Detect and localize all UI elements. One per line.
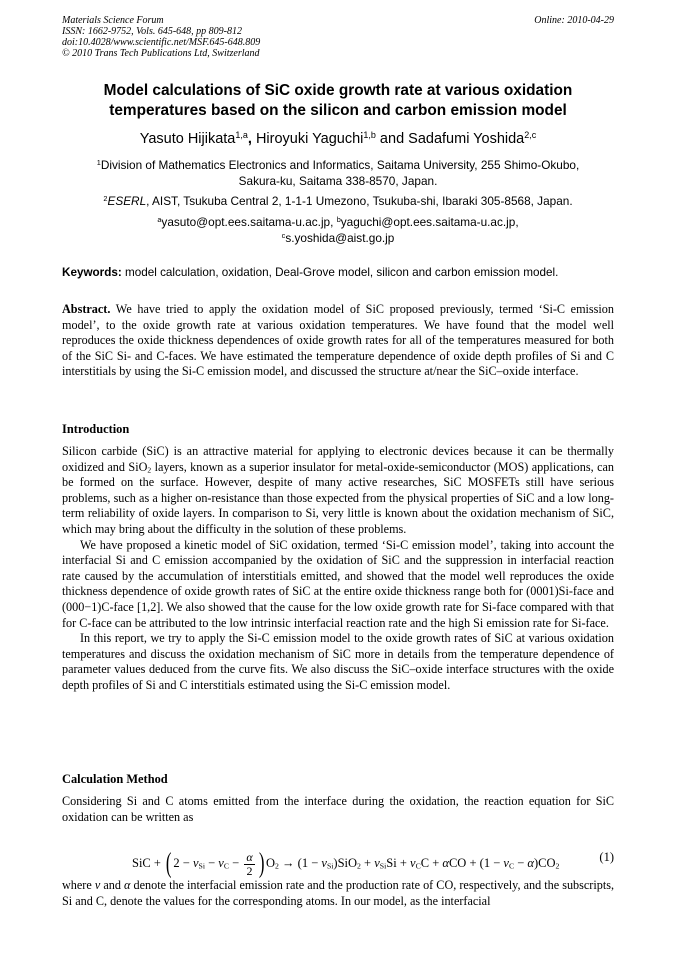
eq-o-sub: 2 — [275, 861, 279, 871]
email-c-link[interactable]: s.yoshida@aist.go.jp — [285, 231, 395, 245]
eq-minus-3: − — [514, 855, 528, 870]
equation-body: SiC + ( $2 - \nu_{Si} - \nu_C$ − $\frac{\alpha}{2}$ ) $O_2 \to (1 - \nu_{Si})SiO_2 + \nu_{Si}Si + \nu_CC + \alpha CO + (1 - \nu_C - \alpha)CO_2$ — [132, 848, 560, 879]
calculation-paragraph-2 — [62, 878, 614, 909]
paper-title — [62, 81, 614, 121]
affiliation-1 — [62, 157, 614, 189]
eq-arrow: → — [278, 855, 298, 870]
eq-co2-sub: 2 — [555, 861, 560, 871]
email-a-mark: a — [157, 214, 162, 224]
eq-nu-si-3: ν — [374, 855, 380, 870]
affiliation-2 — [62, 193, 614, 209]
calculation-paragraph-1: Considering Si and C atoms emitted from the interface during the oxidation, the reaction equation for SiC oxidation can be written as — [62, 794, 614, 824]
email-b-mark: b — [336, 214, 341, 224]
eq-c: C — [420, 855, 430, 870]
equation-number: (1) — [599, 850, 614, 864]
eq-nu-si: ν — [192, 855, 199, 870]
intro-paragraph-3: In this report, we try to apply the Si-C emission model to the oxide growth rates of SiC at various oxidation temperatures and discuss the oxidation mechanism of SiC more in details from the temperature dependence of parameter values deduced from the curve fits. We also discuss the SiC–oxide interface structures with the oxide depth profiles of Si and C interstitials estimated using the Si-C emission model. — [62, 631, 614, 692]
eq-nu-c: ν — [218, 855, 224, 870]
email-a-link[interactable]: yasuto@opt.ees.saitama-u.ac.jp, — [161, 215, 337, 229]
intro-paragraph-1 — [62, 444, 614, 538]
introduction-body — [62, 444, 614, 694]
author-1: Yasuto Hijikata — [139, 131, 236, 147]
eq-sub-c-3: C — [508, 861, 515, 871]
eq-nu-si-2: ν — [321, 855, 327, 870]
abstract-text: We have tried to apply the oxidation model of SiC proposed previously, termed ‘Si-C emission model’, to the oxide growth rate at various oxidation temperatures. We have found that the model well reproduces the oxide thickness dependences of oxide growth rates for all of the temperatures measured for both of the SiC Si- and C-faces. We have estimated the temperature dependence of oxide depth profiles of Si and C interstitials by using the Si-C emission model, and discussed the structure at/near the SiC–oxide interface. — [62, 302, 614, 379]
calc-p2-nu: ν — [94, 878, 101, 892]
introduction-heading: Introduction — [62, 422, 130, 436]
eq-nu-c-2: ν — [410, 855, 416, 870]
affiliation-1-line-2: Sakura-ku, Saitama 338-8570, Japan. — [238, 174, 438, 188]
author-3-affil: 2,c — [524, 130, 537, 141]
eq-one-minus-2: 1 − — [483, 855, 504, 870]
eq-alpha-fraction — [244, 851, 254, 878]
author-3: Sadafumi Yoshida — [408, 131, 525, 147]
eq-two-minus: 2 − — [173, 855, 193, 870]
keywords-text: model calculation, oxidation, Deal-Grove model, silicon and carbon emission model. — [121, 266, 559, 279]
eq-one-minus-1: 1 − — [301, 855, 322, 870]
intro-p1-part-b: layers, known as a superior insulator for metal-oxide-semiconductor (MOS) applications, can be formed on the surface. However, despite of many active researches, SiC MOSFETs still have serious problems, such as a higher on-resistance than those expected from the physical properties of SiC and a low long-term reliability of oxide layers. In comparison to Si, very little is known about the oxidation mechanism of SiC, which may bring about the difficulty in the solution of these problems. — [62, 459, 614, 536]
online-date: Online: 2010-04-29 — [534, 15, 614, 26]
eq-minus-2: − — [229, 855, 243, 870]
calc-p2-c: denote the interfacial emission rate and the production rate of CO, respectively, and the subscripts, Si and C, denote the values for the corresponding atoms. In our model, as the interfacial — [62, 878, 614, 908]
doi: doi:10.4028/www.scientific.net/MSF.645-648.809 — [62, 37, 261, 48]
email-c-mark: c — [281, 230, 286, 240]
calculation-heading: Calculation Method — [62, 772, 168, 786]
email-b-link[interactable]: yaguchi@opt.ees.saitama-u.ac.jp, — [340, 215, 519, 229]
eq-sio: SiO — [337, 855, 358, 870]
eq-co2: CO — [538, 855, 556, 870]
eq-frac-num: α — [246, 849, 253, 864]
affiliation-2-rest: , AIST, Tsukuba Central 2, 1-1-1 Umezono, Tsukuba-shi, Ibaraki 305-8568, Japan. — [146, 194, 573, 208]
eq-frac-den: 2 — [246, 863, 253, 878]
journal-name: Materials Science Forum — [62, 15, 164, 26]
author-separator: , — [247, 131, 256, 147]
author-2: Hiroyuki Yaguchi — [255, 131, 364, 147]
eq-plus-3: + — [429, 855, 443, 870]
affiliation-1-line-1: Division of Mathematics Electronics and Informatics, Saitama University, 255 Shimo-Okubo, — [100, 158, 580, 172]
eq-sic: SiC + — [132, 855, 165, 870]
eq-co: CO — [448, 855, 467, 870]
calc-p2-alpha: α — [124, 878, 131, 892]
eq-alpha-2: α — [527, 855, 534, 870]
title-line-2: temperatures based on the silicon and carbon emission model — [109, 102, 567, 119]
keywords-label: Keywords: — [62, 266, 122, 279]
calc-p2-b: and — [100, 878, 125, 892]
eq-sub-si: Si — [198, 861, 205, 871]
eq-plus-1: + — [360, 855, 375, 870]
reaction-equation — [62, 838, 614, 880]
eq-plus-2: + — [396, 855, 410, 870]
issn: ISSN: 1662-9752, Vols. 645-648, pp 809-812 — [62, 26, 242, 37]
keywords — [62, 265, 614, 281]
abstract-label: Abstract. — [62, 302, 111, 316]
sio2-subscript: 2 — [147, 465, 152, 475]
author-1-affil: 1,a — [235, 130, 248, 141]
abstract — [62, 302, 614, 380]
journal-header — [62, 15, 260, 59]
author-list — [62, 130, 614, 148]
affiliation-1-mark: 1 — [96, 157, 101, 167]
eq-sub-c-2: C — [415, 861, 421, 871]
eq-plus-4: + — [466, 855, 480, 870]
calc-p2-a: where — [62, 878, 95, 892]
eq-sub-si-2: Si — [326, 861, 334, 871]
eq-si: Si — [386, 855, 397, 870]
intro-p1-part-a: Silicon carbide (SiC) is an attractive material for applying to electronic devices because it can be thermally oxidized and SiO — [62, 444, 614, 474]
eq-sub-c: C — [223, 861, 230, 871]
intro-paragraph-2: We have proposed a kinetic model of SiC oxidation, termed ‘Si-C emission model’, taking into account the interfacial Si and C emission accompanied by the oxidation of SiC and the suppression in interfacial reaction rate caused by the accumulation of interstitials emitted, and showed that the model well reproduces the oxide thickness dependence of oxide growth rates of SiC at the entire oxide thickness range both for (0001)Si-face and (000−1)C-face [1,2]. We also showed that the cause for the low oxide growth rate for Si-face compared with that for C-face can be attributed to the low intrinsic interfacial reaction rate and the high Si emission rate for Si-face. — [62, 537, 614, 630]
eq-o: O — [265, 855, 276, 870]
eq-minus-1: − — [204, 855, 219, 870]
affiliation-2-name: ESERL — [107, 194, 147, 208]
copyright: © 2010 Trans Tech Publications Ltd, Switzerland — [62, 48, 260, 59]
title-line-1: Model calculations of SiC oxide growth rate at various oxidation — [103, 82, 573, 99]
eq-sio-sub: 2 — [357, 861, 361, 871]
eq-sub-si-3: Si — [379, 861, 387, 871]
author-and: and — [375, 131, 409, 147]
author-emails — [62, 214, 614, 246]
author-2-affil: 1,b — [363, 130, 376, 141]
affiliation-2-mark: 2 — [103, 193, 108, 203]
eq-alpha: α — [442, 855, 449, 870]
eq-nu-c-3: ν — [503, 855, 509, 870]
